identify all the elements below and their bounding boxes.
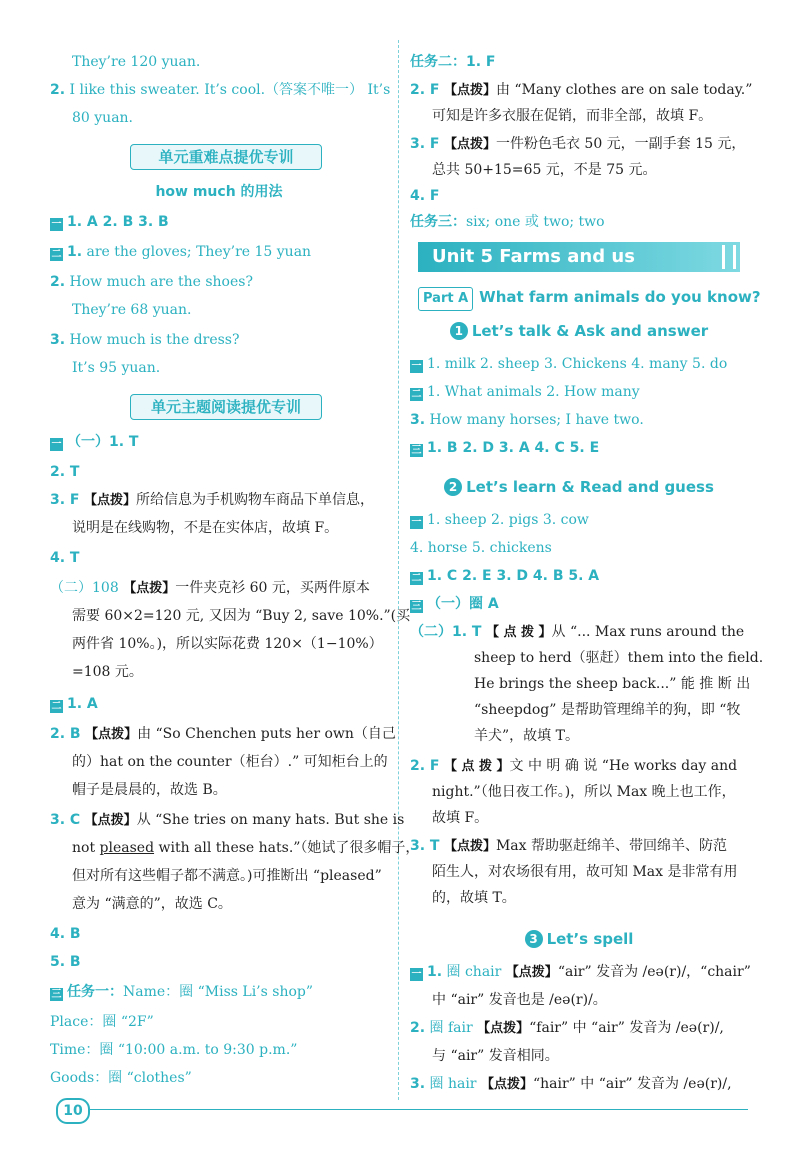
footer-line: [88, 1109, 748, 1110]
lesson-number-icon: 3: [525, 930, 543, 948]
lesson-number-icon: 2: [444, 478, 462, 496]
section-title: 单元主题阅读提优专训: [130, 394, 322, 420]
answer-line: 一 （一）1. T: [51, 434, 139, 450]
answer-line: 中 “air” 发音也是 /eə(r)/。: [432, 992, 607, 1008]
answer-line: 需要 60×2=120 元, 又因为 “Buy 2, save 10%.”(买: [72, 608, 411, 624]
answer-line: 80 yuan.: [72, 110, 134, 126]
answer-line: They’re 120 yuan.: [72, 54, 201, 70]
answer-line: “sheepdog” 是帮助管理绵羊的狗，即 “牧: [474, 702, 741, 718]
answer-line: night.”（他日夜工作。)，所以 Max 晚上也工作，: [432, 784, 736, 800]
answer-line: They’re 68 yuan.: [72, 302, 192, 318]
part-heading: [418, 286, 761, 311]
answer-line: 任务三：six; one 或 two; two: [410, 214, 605, 230]
answer-line: 3. How much is the dress?: [50, 332, 240, 348]
answer-line: 4. B: [50, 926, 81, 942]
answer-line: 3. F 【点拨】一件粉色毛衣 50 元，一副手套 15 元，: [410, 136, 746, 152]
answer-line: 2. F 【 点 拨 】文 中 明 确 说 “He works day and: [410, 758, 738, 774]
answer-line: 任务二：1. F: [410, 54, 496, 70]
answer-line: 3. T 【点拨】Max 帮助驱赶绵羊、带回绵羊、防范: [410, 838, 727, 854]
part-title: What farm animals do you know?: [479, 288, 761, 306]
answer-line: 的）hat on the counter（柜台）.” 可知柜台上的: [72, 754, 388, 770]
answer-line: sheep to herd（驱赶）them into the field.: [474, 650, 764, 666]
answer-line: It’s 95 yuan.: [72, 360, 161, 376]
lesson-heading: 3 Let’s spell: [410, 928, 748, 950]
answer-line: 与 “air” 发音相同。: [432, 1048, 559, 1064]
answer-line: 3. C 【点拨】从 “She tries on many hats. But she is: [50, 812, 405, 828]
answer-line: 2. B 【点拨】由 “So Chenchen puts her own（自己: [50, 726, 396, 742]
answer-line: 三 （一）圈 A: [411, 596, 499, 612]
answer-line: 说明是在线购物，不是在实体店，故填 F。: [72, 520, 339, 536]
answer-line: Goods：圈 “clothes”: [50, 1070, 192, 1086]
part-tag: Part A: [418, 287, 473, 311]
lesson-heading: 1 Let’s talk & Ask and answer: [410, 320, 748, 342]
answer-line: 一 1. A 2. B 3. B: [51, 214, 169, 230]
answer-line: 5. B: [50, 954, 81, 970]
answer-line: 一 1. sheep 2. pigs 3. cow: [411, 512, 589, 528]
subsection-title: how much 的用法: [155, 184, 283, 200]
answer-line: 的，故填 T。: [432, 890, 516, 906]
answer-line: 2. 圈 fair 【点拨】“fair” 中 “air” 发音为 /eə(r)/,: [410, 1020, 724, 1036]
answer-line: 故填 F。: [432, 810, 489, 826]
answer-line: 一 1. 圈 chair 【点拨】“air” 发音为 /eə(r)/，“chair”: [411, 964, 751, 980]
answer-line: 2. How much are the shoes?: [50, 274, 253, 290]
answer-line: 总共 50+15=65 元，不是 75 元。: [432, 162, 657, 178]
unit-title: Unit 5 Farms and us: [432, 246, 635, 267]
answer-line: 2. T: [50, 464, 80, 480]
answer-line: 二 1. A: [51, 696, 98, 712]
answer-line: He brings the sheep back...” 能 推 断 出: [474, 676, 751, 692]
answer-line: 但对所有这些帽子都不满意。)可推断出 “pleased”: [72, 868, 382, 884]
unit-banner: [418, 242, 740, 272]
answer-line: 可知是许多衣服在促销，而非全部，故填 F。: [432, 108, 713, 124]
answer-line: 意为 “满意的”，故选 C。: [72, 896, 232, 912]
answer-line: Place：圈 “2F”: [50, 1014, 154, 1030]
answer-line: 4. horse 5. chickens: [410, 540, 552, 556]
answer-line: 4. F: [410, 188, 440, 204]
column-divider: [398, 40, 399, 1100]
answer-line: Time：圈 “10:00 a.m. to 9:30 p.m.”: [50, 1042, 298, 1058]
banner-decoration-icon: [722, 245, 736, 269]
answer-line: 2. F 【点拨】由 “Many clothes are on sale today.”: [410, 82, 753, 98]
answer-line: （二）1. T 【 点 拨 】从 “... Max runs around the: [410, 624, 745, 640]
answer-line: 3. F 【点拨】所给信息为手机购物车商品下单信息，: [50, 492, 374, 508]
answer-line: 陌生人，对农场很有用，故可知 Max 是非常有用: [432, 864, 738, 880]
page-number: 10: [56, 1098, 90, 1124]
answer-line: 一 1. milk 2. sheep 3. Chickens 4. many 5. do: [411, 356, 728, 372]
lesson-number-icon: 1: [450, 322, 468, 340]
section-title: 单元重难点提优专训: [130, 144, 322, 170]
answer-line: 三 1. B 2. D 3. A 4. C 5. E: [411, 440, 600, 456]
answer-line: 二 1. What animals 2. How many: [411, 384, 640, 400]
answer-line: 2. I like this sweater. It’s cool.（答案不唯一） It’s: [50, 82, 391, 98]
answer-line: 二 1. are the gloves; They’re 15 yuan: [51, 244, 312, 260]
answer-line: 三 任务一：Name：圈 “Miss Li’s shop”: [51, 984, 314, 1000]
lesson-heading: 2 Let’s learn & Read and guess: [410, 476, 748, 498]
answer-line: =108 元。: [72, 664, 143, 680]
answer-line: 3. How many horses; I have two.: [410, 412, 644, 428]
answer-line: 3. 圈 hair 【点拨】“hair” 中 “air” 发音为 /eə(r)/,: [410, 1076, 732, 1092]
answer-line: 二 1. C 2. E 3. D 4. B 5. A: [411, 568, 600, 584]
answer-line: 羊犬”，故填 T。: [474, 728, 579, 744]
answer-line: （二）108 【点拨】一件夹克衫 60 元，买两件原本: [50, 580, 370, 596]
answer-line: 帽子是晨晨的，故选 B。: [72, 782, 227, 798]
answer-line: 4. T: [50, 550, 80, 566]
answer-line: not pleased with all these hats.”（她试了很多帽子，: [72, 840, 420, 856]
answer-line: 两件省 10%。)，所以实际花费 120×（1−10%）: [72, 636, 383, 652]
